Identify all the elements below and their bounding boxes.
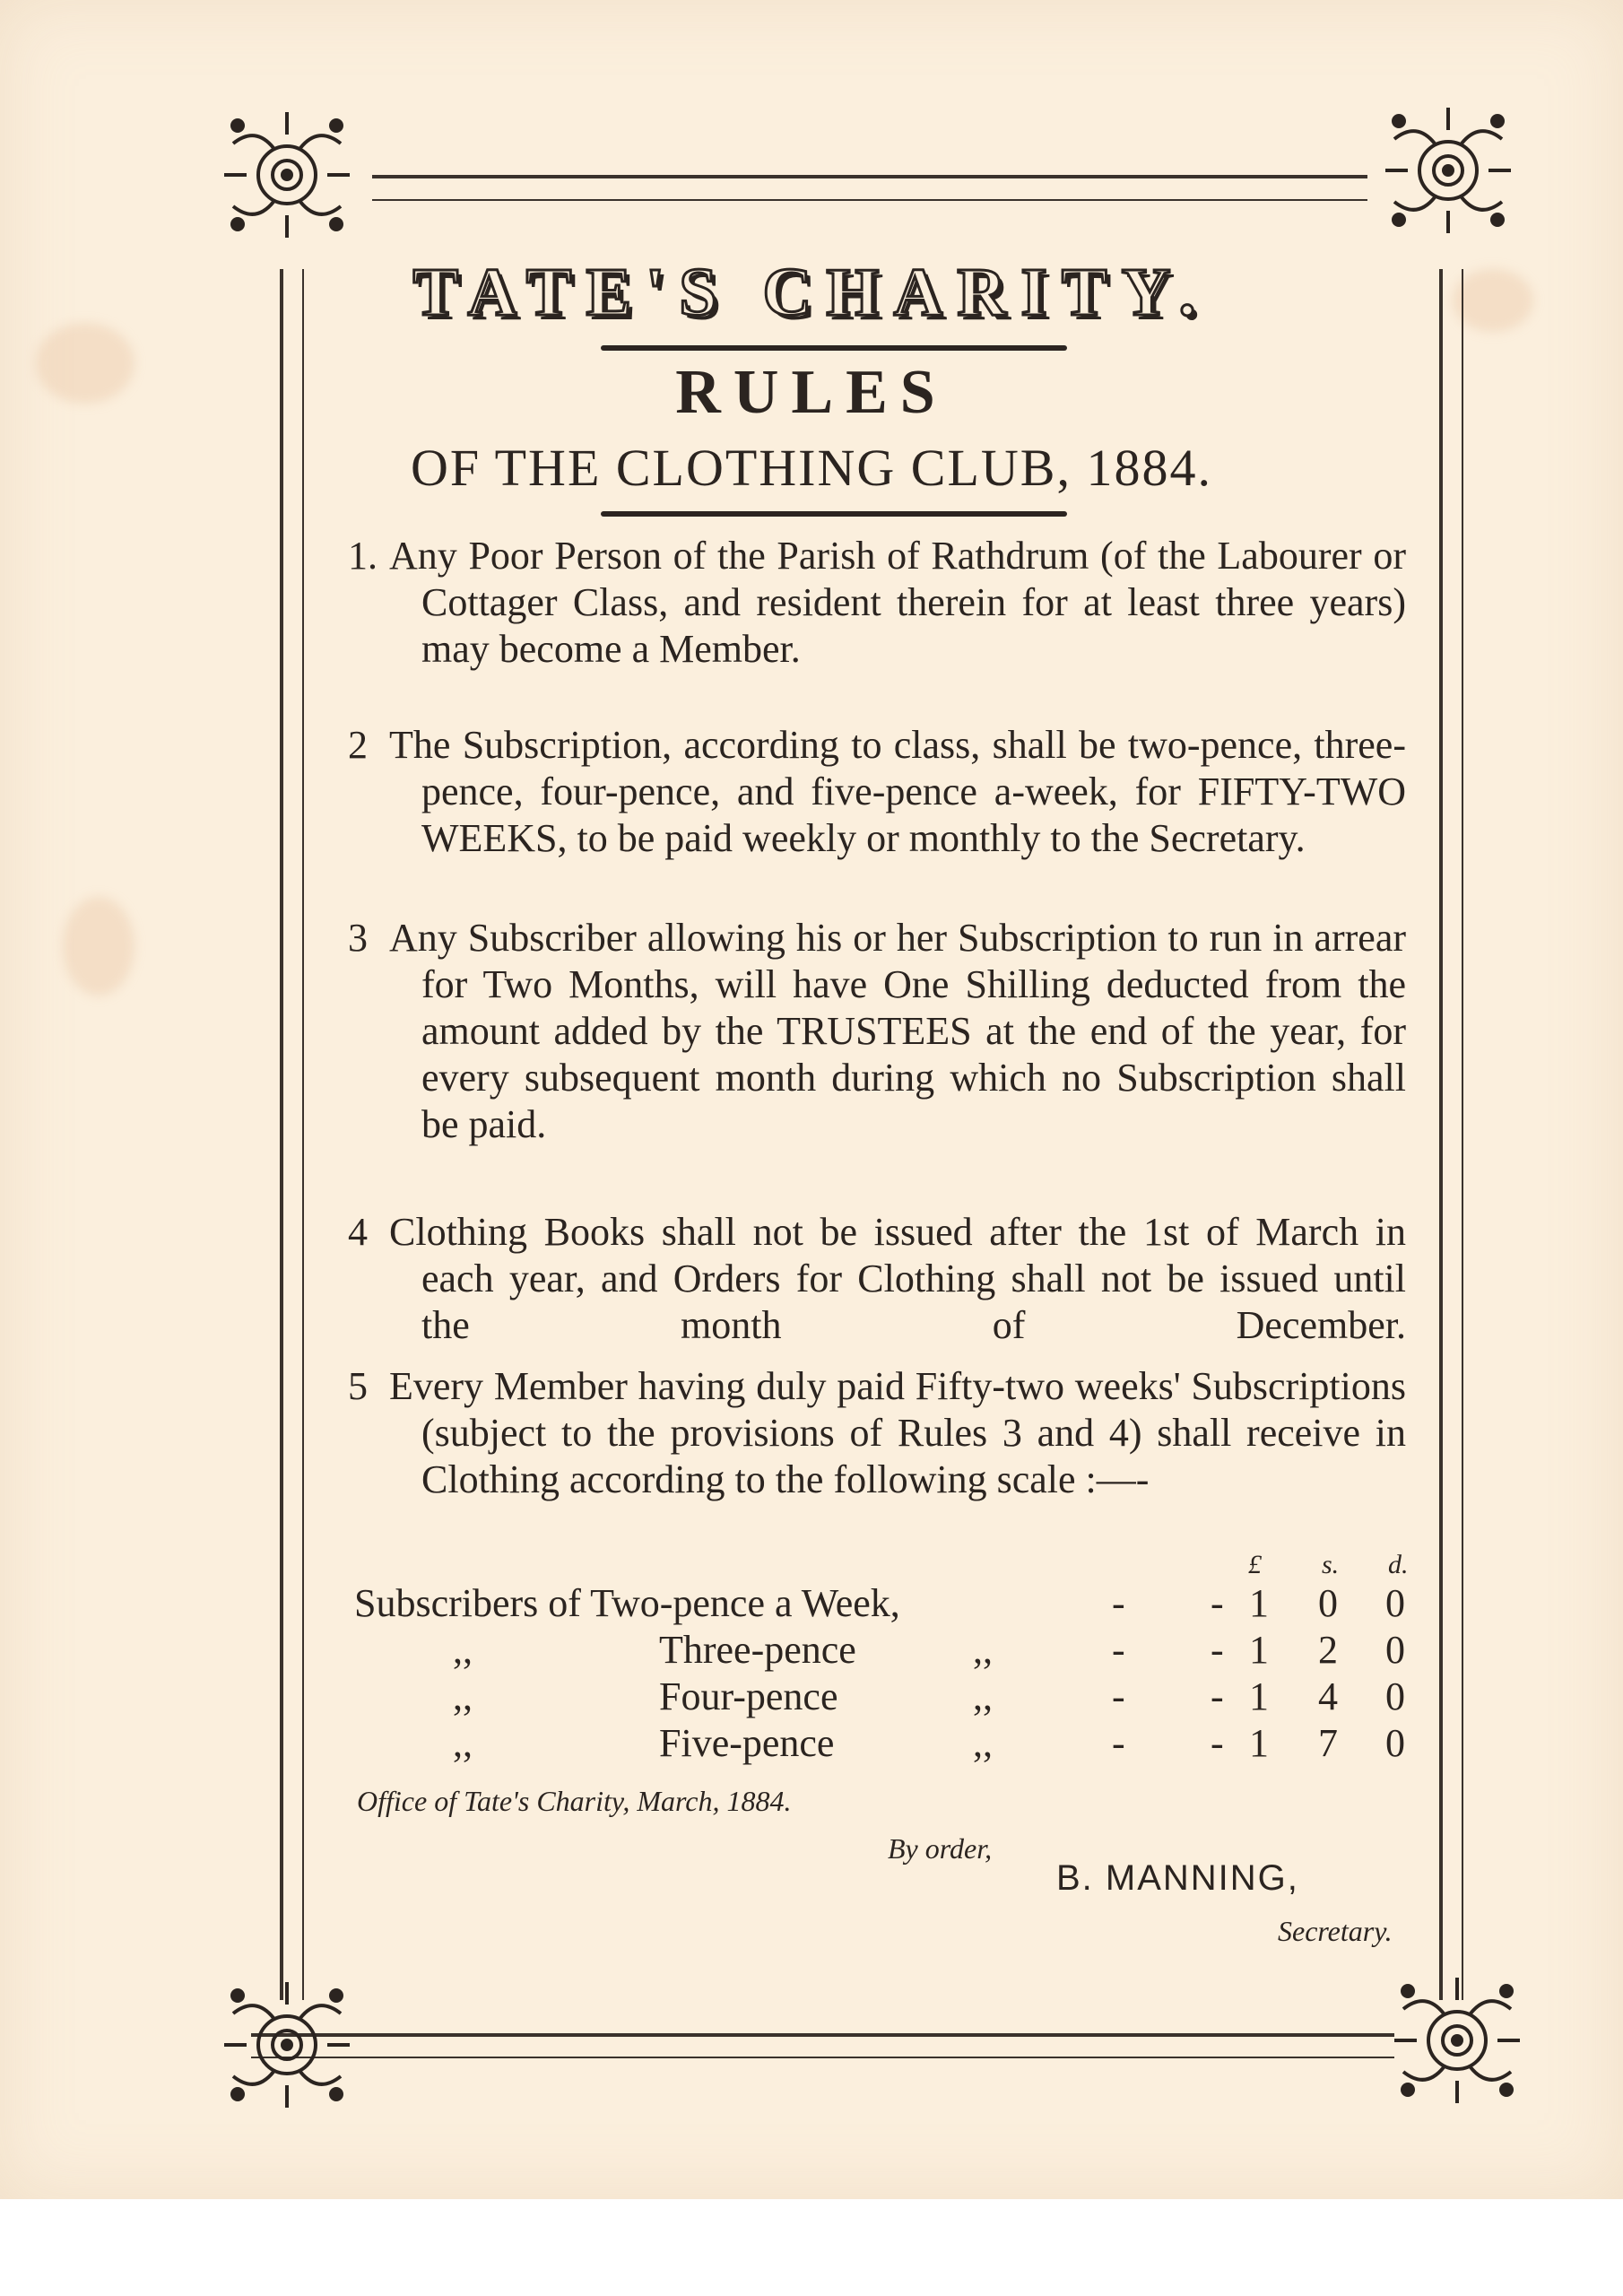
office-date-line: Office of Tate's Charity, March, 1884. [357,1785,792,1817]
rule-text: The Subscription, according to class, shall be two-pence, three-pence, four-pence, and five-pence a-week, for FIFTY-TWO WEEKS, to be paid weekly or monthly to the Secretary. [389,723,1406,860]
scale-rate: Four-pence [659,1674,838,1718]
scale-row [354,1627,1412,1674]
scale-pounds: 1 [1249,1628,1269,1672]
scale-dash: - [1112,1628,1125,1672]
foxing-stain [63,897,135,996]
scale-pence: 0 [1385,1674,1405,1718]
scale-ditto: ,, [453,1628,473,1672]
scale-dash: - [1211,1674,1224,1718]
scale-col-pence: d. [1388,1550,1409,1579]
divider [601,345,1067,351]
scale-rate: Five-pence [659,1721,835,1765]
rule-text: Every Member having duly paid Fifty-two weeks' Subscriptions (subject to the provisions of Rules 3 and 4) shall receive in Clothing according to the following scale :—- [389,1364,1406,1501]
scale-dash: - [1211,1721,1224,1765]
scale-dash: - [1211,1628,1224,1672]
rule-number: 4 [348,1210,368,1254]
scale-dash: - [1112,1721,1125,1765]
scale-shillings: 2 [1318,1628,1338,1672]
rule-text: Any Poor Person of the Parish of Rathdrum (of the Labourer or Cottager Class, and resident therein for at least three years) may become a Member. [389,534,1406,671]
rule-item [348,722,1406,862]
scale-rate: Three-pence [659,1628,856,1672]
rule-item [348,1209,1406,1349]
scale-ditto: ,, [973,1628,993,1672]
scale-row [354,1720,1412,1767]
scale-dash: - [1112,1674,1125,1718]
scale-pounds: 1 [1249,1674,1269,1718]
scale-pence: 0 [1385,1628,1405,1672]
scale-ditto: ,, [453,1674,473,1718]
rules-heading: RULES [675,358,948,427]
scale-shillings: 7 [1318,1721,1338,1765]
corner-ornament-icon [220,1978,354,2112]
signatory-name: B. MANNING, [1056,1858,1299,1898]
scale-col-pounds: £ [1248,1550,1262,1579]
scale-pence: 0 [1385,1721,1405,1765]
scale-ditto: ,, [973,1674,993,1718]
scale-shillings: 4 [1318,1674,1338,1718]
corner-ornament-icon [1390,1973,1524,2108]
rule-text: Any Subscriber allowing his or her Subscription to run in arrear for Two Months, will have One Shilling deducted from the amount added by the TRUSTEES at the end of the year, for every subsequent month during which no Subscription shall be paid. [389,916,1406,1146]
rule-number: 2 [348,723,368,767]
rule-item [348,915,1406,1148]
scale-dash: - [1211,1581,1224,1625]
club-subtitle: OF THE CLOTHING CLUB, 1884. [411,439,1212,497]
scale-label: Subscribers of Two-pence a Week, [354,1581,900,1625]
scale-pounds: 1 [1249,1721,1269,1765]
scale-pence: 0 [1385,1581,1405,1625]
rule-number: 3 [348,916,368,960]
divider [601,511,1067,517]
rule-number: 1. [348,534,378,578]
scale-ditto: ,, [973,1721,993,1765]
scale-row [354,1674,1412,1720]
corner-ornament-icon [220,108,354,242]
signatory-title: Secretary. [1278,1915,1393,1947]
corner-ornament-icon [1381,103,1515,238]
scale-pounds: 1 [1249,1581,1269,1625]
rule-number: 5 [348,1364,368,1408]
scale-shillings: 0 [1318,1581,1338,1625]
scale-row [354,1580,1412,1627]
scale-dash: - [1112,1581,1125,1625]
rule-item [348,1363,1406,1503]
scale-col-shillings: s. [1322,1550,1340,1579]
by-order-text: By order, [888,1832,993,1865]
org-title: TATE'S CHARITY. [412,255,1211,330]
scale-ditto: ,, [453,1721,473,1765]
rule-item [348,533,1406,673]
rule-text: Clothing Books shall not be issued after the 1st of March in each year, and Orders for Clothing shall not be issued until the month of December. [389,1210,1406,1347]
